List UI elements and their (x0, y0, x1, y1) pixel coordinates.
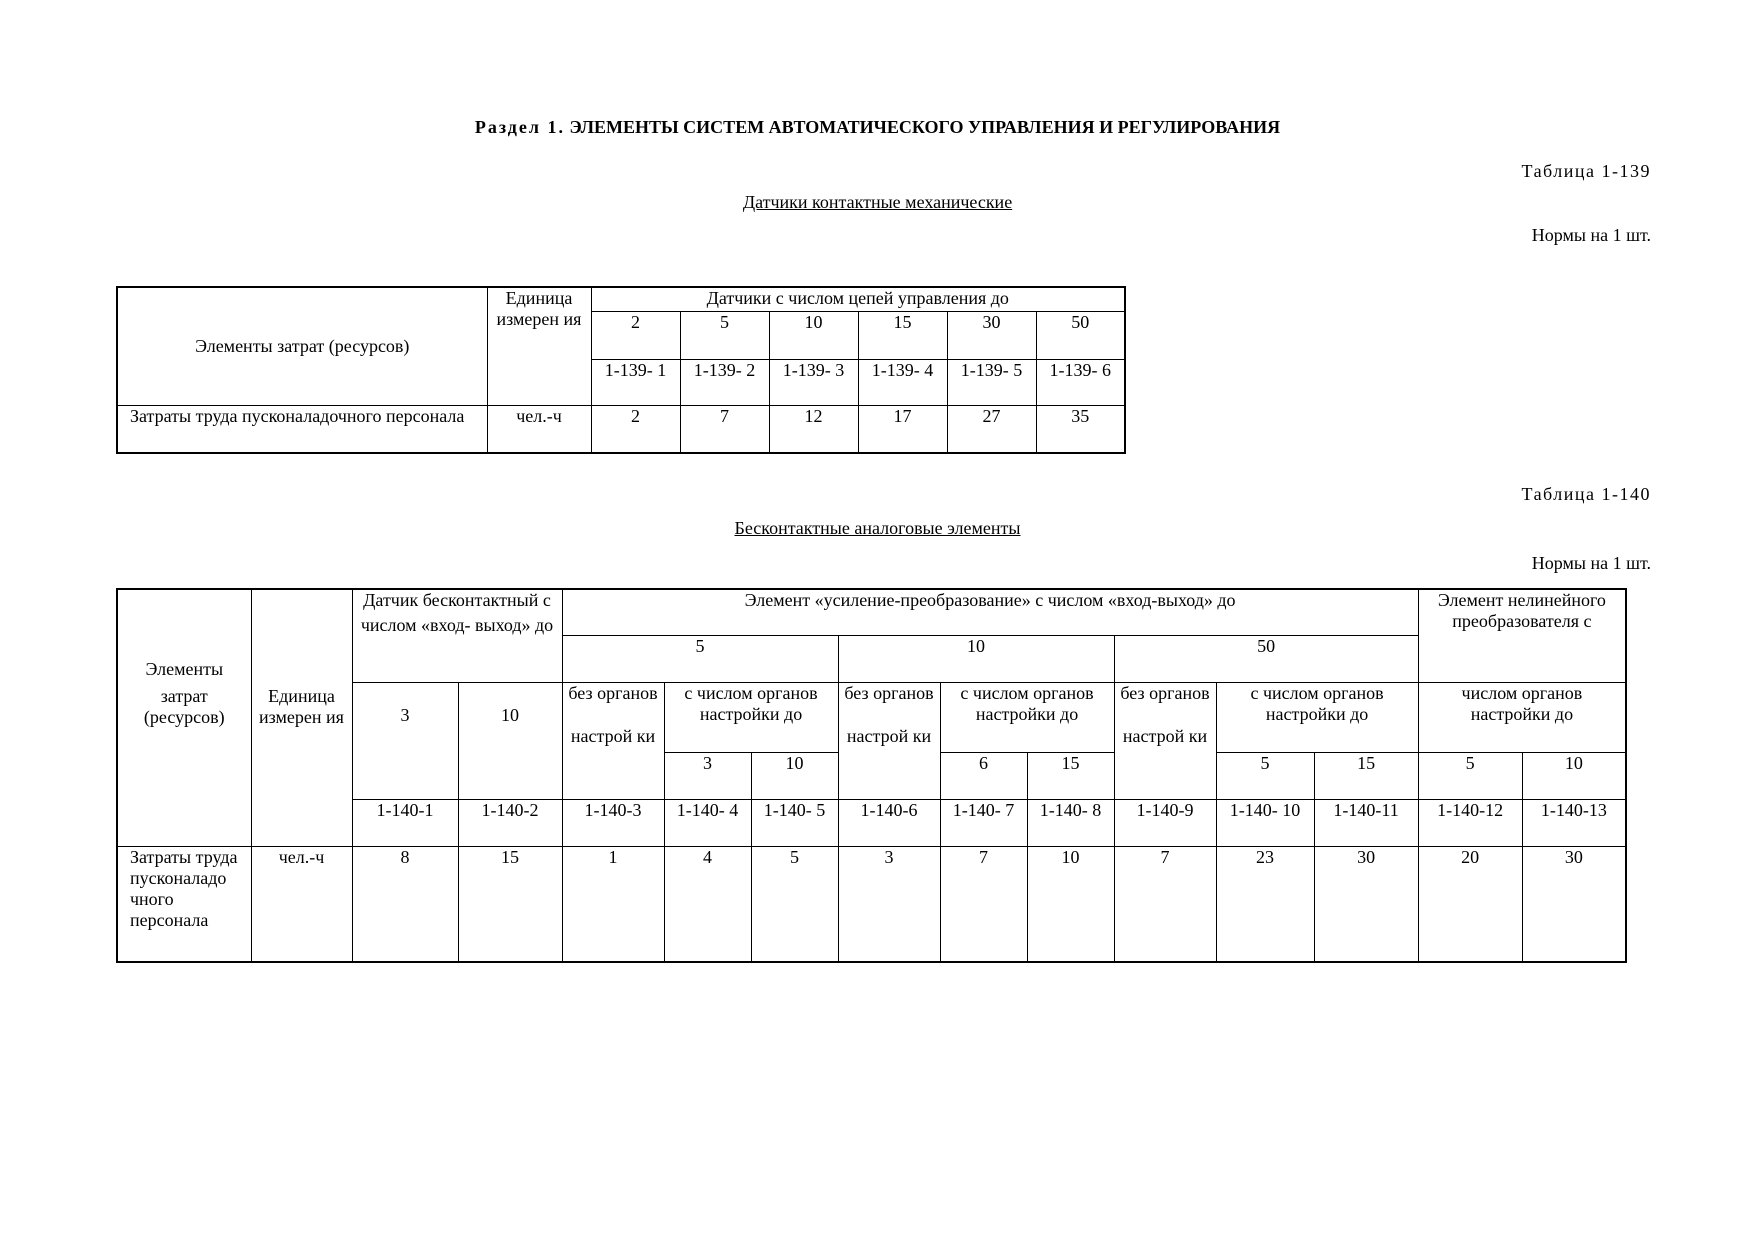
t140-without-10-l2: настрой ки (846, 725, 932, 746)
t140-sub: 10 (1522, 752, 1626, 799)
t140-code: 1-140-2 (458, 799, 562, 846)
t139-code: 1-139- 6 (1036, 359, 1125, 405)
t140-code: 1-140-11 (1314, 799, 1418, 846)
t139-cell: 7 (680, 405, 769, 453)
t140-header-elements: Элементы (117, 589, 251, 682)
t140-group-5: 5 (562, 635, 838, 682)
t140-cell: 7 (1114, 846, 1216, 962)
t140-without-10 (838, 682, 940, 799)
t139-header-group: Датчики с числом цепей управления до (591, 287, 1125, 311)
t140-cell: 8 (352, 846, 458, 962)
t140-sub: 5 (1418, 752, 1522, 799)
t140-header-sensor-line2: числом «вход- выход» до (360, 615, 554, 635)
t140-header-sensor (352, 589, 562, 682)
t140-without-5 (562, 682, 664, 799)
t140-cell: 20 (1418, 846, 1522, 962)
t139-cell: 12 (769, 405, 858, 453)
t140-group-50: 50 (1114, 635, 1418, 682)
t140-code: 1-140- 8 (1027, 799, 1114, 846)
t140-cell: 4 (664, 846, 751, 962)
t139-cell: 35 (1036, 405, 1125, 453)
t140-code: 1-140-12 (1418, 799, 1522, 846)
t139-cell: 27 (947, 405, 1036, 453)
t140-cell: 15 (458, 846, 562, 962)
t140-cell: 7 (940, 846, 1027, 962)
t140-header-amp: Элемент «усиление-преобразование» с числом «вход-выход» до (562, 589, 1418, 635)
t140-sub: 15 (1027, 752, 1114, 799)
t140-code: 1-140- 7 (940, 799, 1027, 846)
t140-without-50-l1: без органов (1120, 682, 1210, 703)
t139-code: 1-139- 5 (947, 359, 1036, 405)
t140-without-5-l1: без органов (568, 682, 658, 703)
t140-header-unit-blank (251, 589, 352, 682)
t140-sensor-3: 3 (352, 682, 458, 799)
t140-sensor-10: 10 (458, 682, 562, 799)
t140-with-50: с числом органов настройки до (1216, 682, 1418, 752)
t140-sub: 15 (1314, 752, 1418, 799)
t140-code: 1-140- 5 (751, 799, 838, 846)
t140-sub: 6 (940, 752, 1027, 799)
t139-value: 15 (858, 311, 947, 359)
t139-value: 10 (769, 311, 858, 359)
t140-header-nonlin-line2: преобразователя с (1452, 611, 1592, 631)
t140-sub: 5 (1216, 752, 1314, 799)
table-140-caption: Бесконтактные аналоговые элементы (734, 518, 1021, 538)
t140-without-50 (1114, 682, 1216, 799)
t140-sub: 10 (751, 752, 838, 799)
t139-value: 5 (680, 311, 769, 359)
t140-row-label: Затраты труда пусконаладо чного персонала (117, 846, 251, 962)
t140-cell: 1 (562, 846, 664, 962)
section-title (0, 117, 1755, 138)
t139-row-label: Затраты труда пусконаладочного персонала (117, 405, 487, 453)
t139-code: 1-139- 1 (591, 359, 680, 405)
section-prefix: Раздел 1. (474, 117, 566, 137)
table-row (117, 405, 1125, 453)
table-139-caption: Датчики контактные механические (742, 192, 1013, 212)
t140-with-10: с числом органов настройки до (940, 682, 1114, 752)
t139-cell: 2 (591, 405, 680, 453)
table-139-norms: Нормы на 1 шт. (1531, 225, 1651, 245)
t140-code: 1-140-1 (352, 799, 458, 846)
t139-cell: 17 (858, 405, 947, 453)
t140-header-unit: Единица измерен ия (251, 682, 352, 846)
t140-cell: 3 (838, 846, 940, 962)
t140-with-5: с числом органов настройки до (664, 682, 838, 752)
t140-header-elements-2: затрат (ресурсов) (117, 682, 251, 846)
section-heading: ЭЛЕМЕНТЫ СИСТЕМ АВТОМАТИЧЕСКОГО УПРАВЛЕНИЯ И РЕГУЛИРОВАНИЯ (569, 117, 1281, 137)
t139-code: 1-139- 2 (680, 359, 769, 405)
t139-code: 1-139- 4 (858, 359, 947, 405)
table-140-label: Таблица 1-140 (1521, 484, 1651, 504)
t139-value: 2 (591, 311, 680, 359)
t139-row-unit: чел.-ч (487, 405, 591, 453)
t140-code: 1-140-3 (562, 799, 664, 846)
t140-group-10: 10 (838, 635, 1114, 682)
t139-header-unit: Единица измерен ия (487, 287, 591, 405)
t139-value: 50 (1036, 311, 1125, 359)
table-139 (116, 286, 1126, 454)
t139-value: 30 (947, 311, 1036, 359)
t140-cell: 30 (1522, 846, 1626, 962)
t139-code: 1-139- 3 (769, 359, 858, 405)
t140-without-50-l2: настрой ки (1122, 725, 1208, 746)
t140-nonlin-count: числом органов настройки до (1418, 682, 1626, 752)
t140-header-nonlin (1418, 589, 1626, 682)
t140-header-sensor-line1: Датчик бесконтактный с (363, 590, 551, 610)
t140-cell: 30 (1314, 846, 1418, 962)
t140-cell: 10 (1027, 846, 1114, 962)
table-139-label: Таблица 1-139 (1521, 161, 1651, 181)
t139-header-elements: Элементы затрат (ресурсов) (117, 287, 487, 405)
t140-sub: 3 (664, 752, 751, 799)
t140-code: 1-140- 10 (1216, 799, 1314, 846)
t140-code: 1-140-6 (838, 799, 940, 846)
t140-cell: 5 (751, 846, 838, 962)
t140-without-10-l1: без органов (844, 682, 934, 703)
t140-row-unit: чел.-ч (251, 846, 352, 962)
table-140-norms: Нормы на 1 шт. (1531, 553, 1651, 573)
t140-code: 1-140- 4 (664, 799, 751, 846)
t140-header-nonlin-line1: Элемент нелинейного (1437, 590, 1606, 610)
t140-cell: 23 (1216, 846, 1314, 962)
t140-without-5-l2: настрой ки (570, 725, 656, 746)
t140-code: 1-140-9 (1114, 799, 1216, 846)
table-140 (116, 588, 1627, 963)
table-row (117, 846, 1626, 962)
t140-code: 1-140-13 (1522, 799, 1626, 846)
